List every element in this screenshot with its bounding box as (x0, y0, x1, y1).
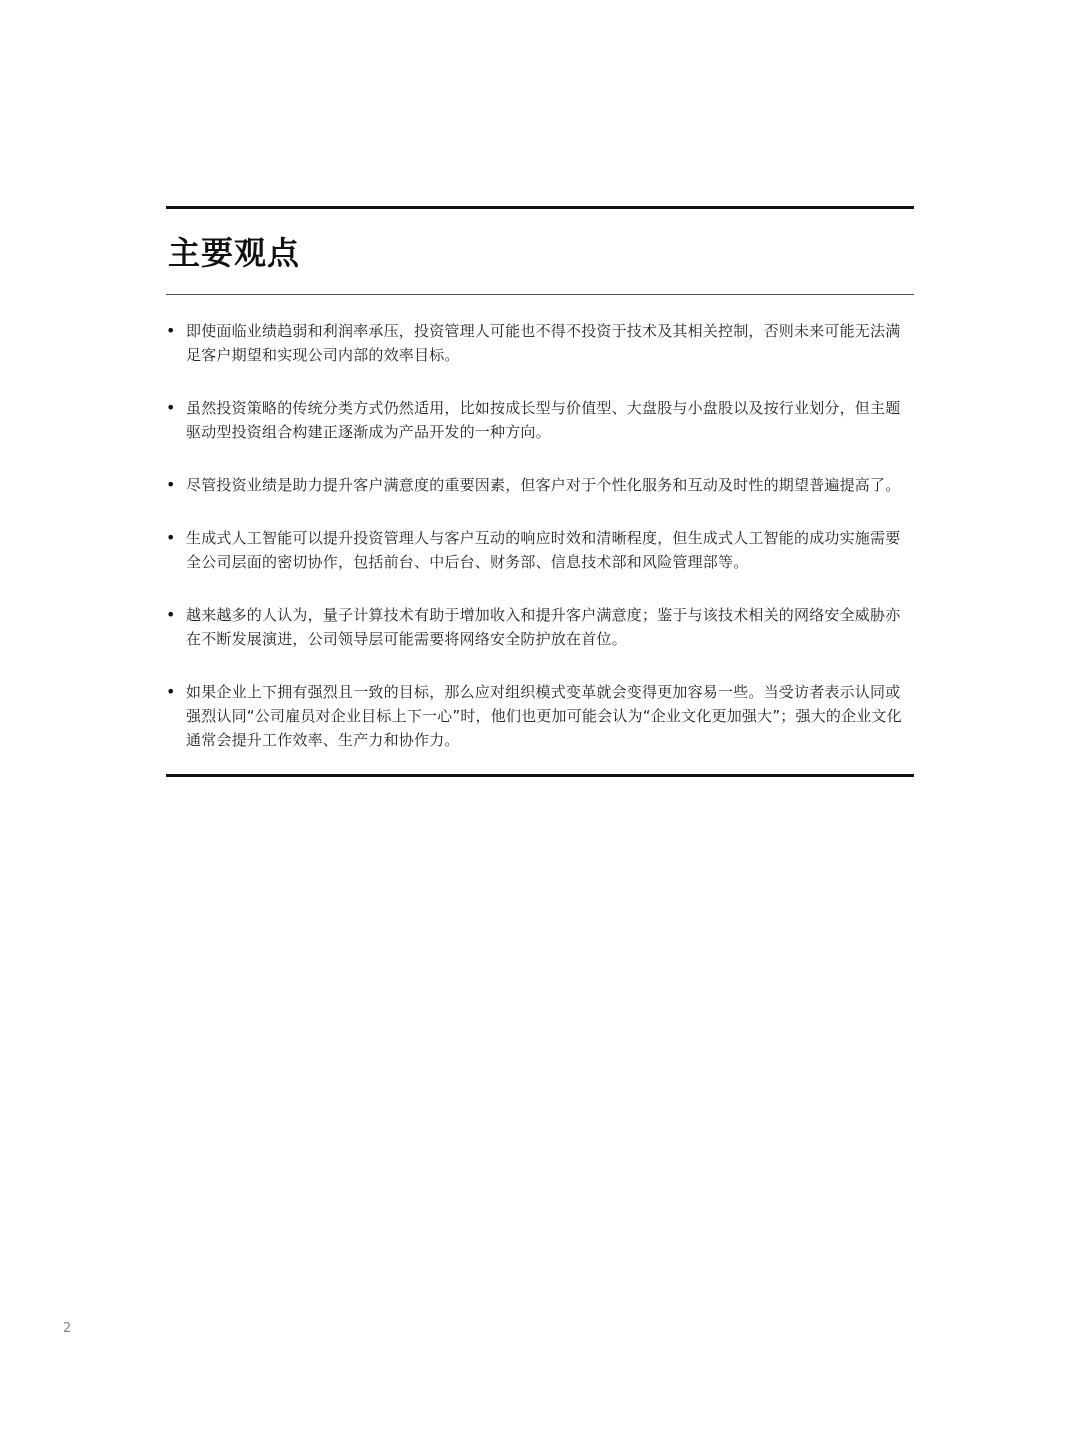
bullet-icon: • (166, 605, 176, 624)
section-title: 主要观点 (168, 234, 301, 272)
list-item-text: 即使面临业绩趋弱和利润率承压，投资管理人可能也不得不投资于技术及其相关控制，否则未来可能无法满足客户期望和实现公司内部的效率目标。 (186, 322, 901, 364)
bullet-icon: • (166, 528, 176, 547)
key-points-section (166, 206, 914, 777)
list-item (166, 396, 914, 444)
list-item (166, 526, 914, 574)
bullet-icon: • (166, 682, 176, 701)
list-item-text: 尽管投资业绩是助力提升客户满意度的重要因素，但客户对于个性化服务和互动及时性的期望普遍提高了。 (186, 476, 901, 494)
page-number: 2 (63, 1321, 72, 1336)
bullet-icon: • (166, 475, 176, 494)
list-item-text: 越来越多的人认为，量子计算技术有助于增加收入和提升客户满意度；鉴于与该技术相关的网络安全威胁亦在不断发展演进，公司领导层可能需要将网络安全防护放在首位。 (186, 606, 901, 648)
list-item-text: 虽然投资策略的传统分类方式仍然适用，比如按成长型与价值型、大盘股与小盘股以及按行业划分，但主题驱动型投资组合构建正逐渐成为产品开发的一种方向。 (186, 399, 901, 441)
bullet-icon: • (166, 321, 176, 340)
key-points-list (166, 295, 914, 774)
list-item (166, 319, 914, 367)
list-item (166, 680, 914, 752)
list-item-text: 生成式人工智能可以提升投资管理人与客户互动的响应时效和清晰程度，但生成式人工智能的成功实施需要全公司层面的密切协作，包括前台、中后台、财务部、信息技术部和风险管理部等。 (186, 529, 901, 571)
list-item (166, 473, 914, 497)
list-item-text: 如果企业上下拥有强烈且一致的目标，那么应对组织模式变革就会变得更加容易一些。当受访者表示认同或强烈认同“公司雇员对企业目标上下一心”时，他们也更加可能会认为“企业文化更加强大”；强大的企业文化通常会提升工作效率、生产力和协作力。 (186, 683, 902, 749)
bullet-icon: • (166, 398, 176, 417)
list-item (166, 603, 914, 651)
bottom-divider (166, 774, 914, 777)
